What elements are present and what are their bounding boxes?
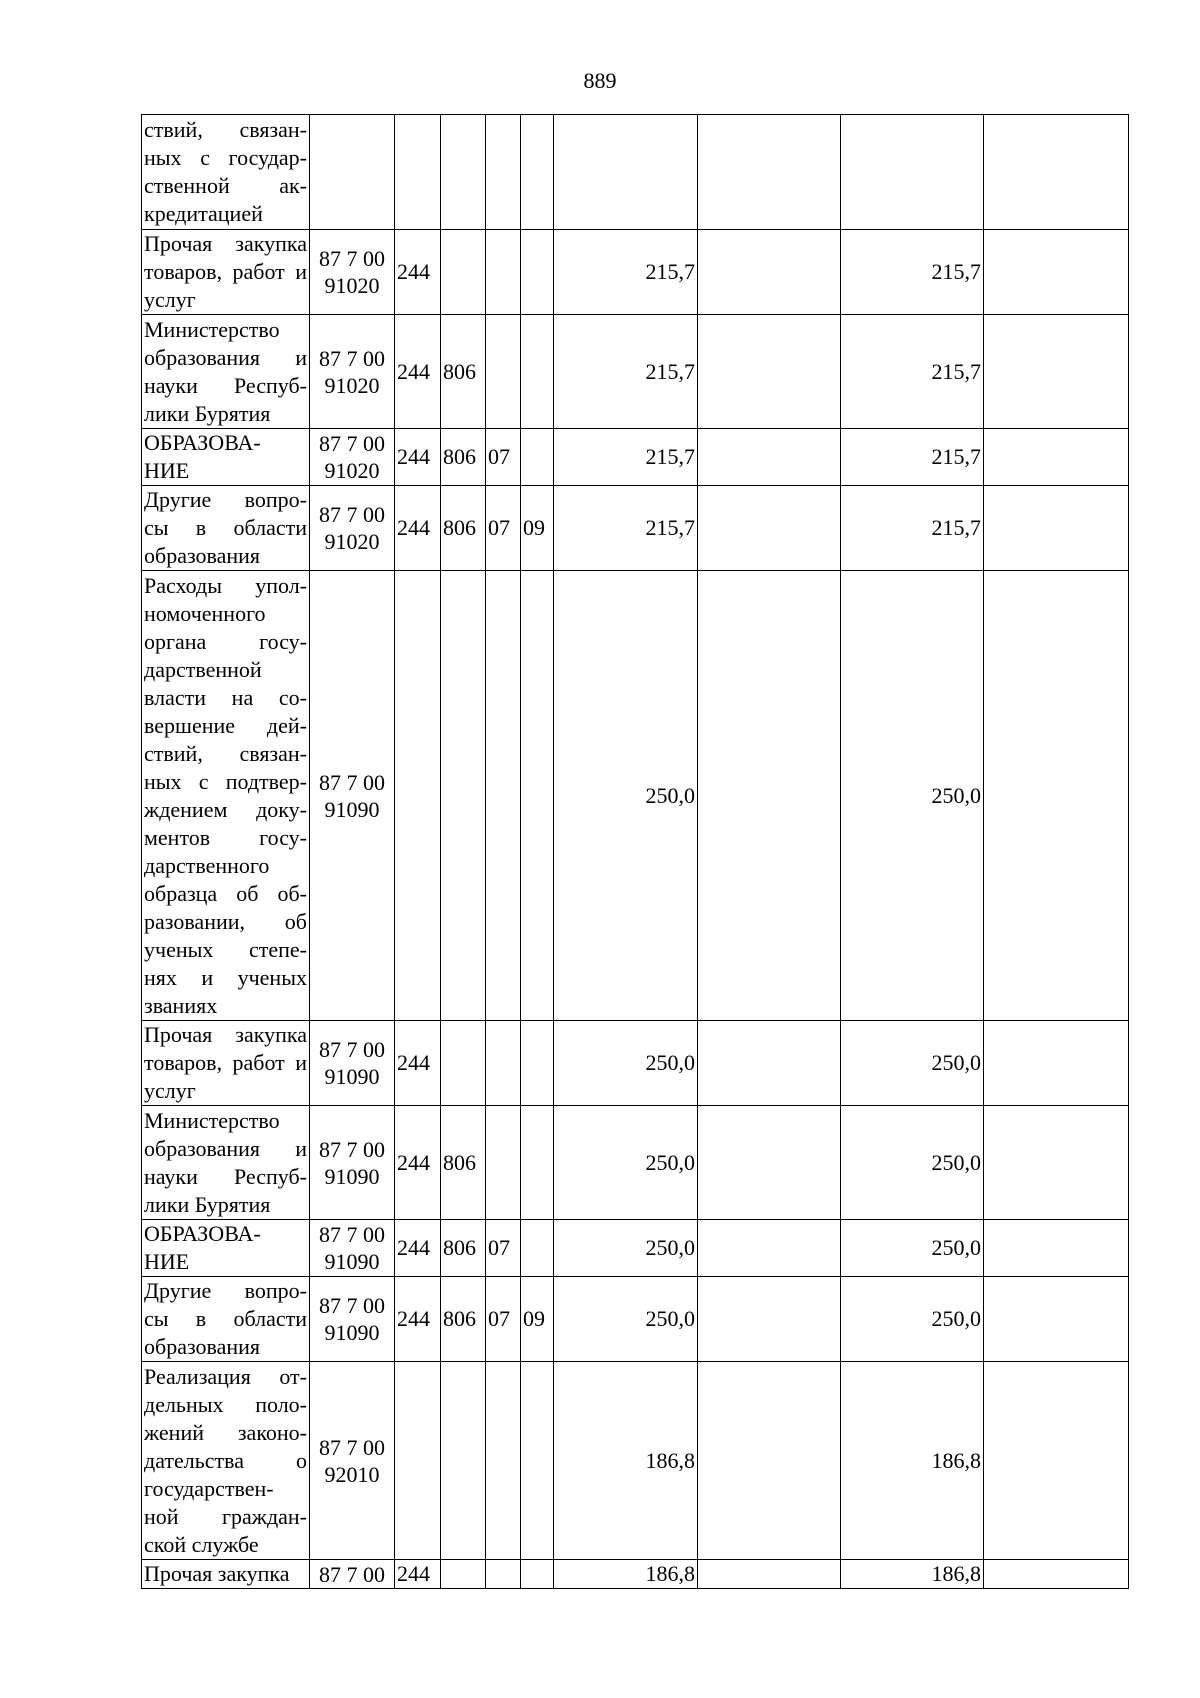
amount-cell-3: 215,7: [841, 230, 984, 315]
amount-cell-2: [698, 1220, 841, 1277]
table-body: [142, 115, 1129, 1589]
section-cell: [486, 571, 521, 1021]
table-row: [142, 115, 1129, 230]
table-row: [142, 1362, 1129, 1560]
subsection-cell: 09: [521, 1277, 554, 1362]
amount-cell-2: [698, 230, 841, 315]
amount-cell-3: 215,7: [841, 429, 984, 486]
subsection-cell: [521, 230, 554, 315]
administrator-cell: [441, 115, 486, 230]
name-cell: Другие вопро- сы в области образования: [142, 486, 310, 571]
name-cell: Расходы упол- номоченного органа госу- дарственной власти на со- вершение дей- ствий, связан- ных с подтвер- ждением доку- ментов госу- дарственного образца об об- разовании, об ученых степе- нях и ученых званиях: [142, 571, 310, 1021]
table-row: [142, 315, 1129, 429]
expense-type-cell: 244: [395, 486, 441, 571]
subsection-cell: [521, 1560, 554, 1589]
expense-type-cell: 244: [395, 1560, 441, 1589]
table-row: [142, 1106, 1129, 1220]
amount-cell-4: [984, 486, 1129, 571]
amount-cell-4: [984, 115, 1129, 230]
name-cell: Прочая закупка товаров, работ и услуг: [142, 1021, 310, 1106]
expense-type-cell: 244: [395, 1021, 441, 1106]
amount-cell-1: [554, 115, 698, 230]
section-cell: 07: [486, 429, 521, 486]
target-article-cell: 87 7 00 91090: [310, 1220, 395, 1277]
amount-cell-4: [984, 1560, 1129, 1589]
subsection-cell: [521, 115, 554, 230]
amount-cell-1: 215,7: [554, 315, 698, 429]
amount-cell-4: [984, 1021, 1129, 1106]
amount-cell-1: 250,0: [554, 1220, 698, 1277]
budget-table: [141, 114, 1129, 1589]
table-row: [142, 1560, 1129, 1589]
amount-cell-3: 250,0: [841, 1106, 984, 1220]
amount-cell-3: 250,0: [841, 1277, 984, 1362]
amount-cell-2: [698, 1362, 841, 1560]
table-row: [142, 1220, 1129, 1277]
amount-cell-4: [984, 571, 1129, 1021]
target-article-cell: 87 7 00 91020: [310, 486, 395, 571]
amount-cell-3: 215,7: [841, 315, 984, 429]
subsection-cell: [521, 1106, 554, 1220]
subsection-cell: [521, 429, 554, 486]
table-row: [142, 486, 1129, 571]
amount-cell-3: 215,7: [841, 486, 984, 571]
name-cell: ОБРАЗОВА- НИЕ: [142, 1220, 310, 1277]
target-article-cell: 87 7 00 91090: [310, 1021, 395, 1106]
expense-type-cell: 244: [395, 315, 441, 429]
section-cell: [486, 230, 521, 315]
table-row: [142, 429, 1129, 486]
subsection-cell: [521, 571, 554, 1021]
table-row: [142, 1021, 1129, 1106]
amount-cell-4: [984, 230, 1129, 315]
amount-cell-1: 186,8: [554, 1560, 698, 1589]
amount-cell-2: [698, 315, 841, 429]
amount-cell-2: [698, 429, 841, 486]
administrator-cell: [441, 571, 486, 1021]
amount-cell-3: [841, 115, 984, 230]
expense-type-cell: 244: [395, 1277, 441, 1362]
target-article-cell: 87 7 00 91020: [310, 230, 395, 315]
target-article-cell: 87 7 00 92010: [310, 1362, 395, 1560]
name-cell: Министерство образования и науки Респуб- лики Бурятия: [142, 315, 310, 429]
amount-cell-1: 250,0: [554, 1106, 698, 1220]
administrator-cell: 806: [441, 1220, 486, 1277]
section-cell: 07: [486, 1220, 521, 1277]
amount-cell-2: [698, 1560, 841, 1589]
administrator-cell: 806: [441, 1106, 486, 1220]
section-cell: [486, 1560, 521, 1589]
name-cell: Прочая закупка: [142, 1560, 310, 1589]
section-cell: 07: [486, 486, 521, 571]
target-article-cell: 87 7 00 91090: [310, 1106, 395, 1220]
amount-cell-3: 250,0: [841, 1021, 984, 1106]
target-article-cell: 87 7 00 91020: [310, 315, 395, 429]
amount-cell-3: 250,0: [841, 1220, 984, 1277]
table-row: [142, 230, 1129, 315]
administrator-cell: 806: [441, 486, 486, 571]
expense-type-cell: 244: [395, 429, 441, 486]
amount-cell-4: [984, 1277, 1129, 1362]
amount-cell-2: [698, 1106, 841, 1220]
amount-cell-3: 186,8: [841, 1362, 984, 1560]
administrator-cell: 806: [441, 315, 486, 429]
amount-cell-3: 250,0: [841, 571, 984, 1021]
administrator-cell: 806: [441, 429, 486, 486]
amount-cell-3: 186,8: [841, 1560, 984, 1589]
administrator-cell: [441, 1560, 486, 1589]
amount-cell-4: [984, 1362, 1129, 1560]
subsection-cell: [521, 1021, 554, 1106]
section-cell: [486, 1362, 521, 1560]
subsection-cell: [521, 315, 554, 429]
name-cell: ствий, связан- ных с государ- ственной ак- кредитацией: [142, 115, 310, 230]
expense-type-cell: 244: [395, 230, 441, 315]
section-cell: [486, 1106, 521, 1220]
name-cell: Министерство образования и науки Респуб- лики Бурятия: [142, 1106, 310, 1220]
amount-cell-1: 186,8: [554, 1362, 698, 1560]
amount-cell-2: [698, 486, 841, 571]
amount-cell-4: [984, 1220, 1129, 1277]
amount-cell-1: 215,7: [554, 486, 698, 571]
amount-cell-1: 215,7: [554, 429, 698, 486]
name-cell: Прочая закупка товаров, работ и услуг: [142, 230, 310, 315]
administrator-cell: [441, 1362, 486, 1560]
target-article-cell: 87 7 00 91020: [310, 429, 395, 486]
administrator-cell: 806: [441, 1277, 486, 1362]
section-cell: [486, 115, 521, 230]
expense-type-cell: [395, 1362, 441, 1560]
table-row: [142, 571, 1129, 1021]
expense-type-cell: [395, 115, 441, 230]
amount-cell-4: [984, 429, 1129, 486]
section-cell: [486, 315, 521, 429]
target-article-cell: [310, 115, 395, 230]
table-row: [142, 1277, 1129, 1362]
expense-type-cell: 244: [395, 1220, 441, 1277]
amount-cell-2: [698, 115, 841, 230]
name-cell: Реализация от- дельных поло- жений законо- дательства о государствен- ной граждан- ской службе: [142, 1362, 310, 1560]
name-cell: Другие вопро- сы в области образования: [142, 1277, 310, 1362]
target-article-cell: 87 7 00 91090: [310, 1277, 395, 1362]
name-cell: ОБРАЗОВА- НИЕ: [142, 429, 310, 486]
amount-cell-2: [698, 1021, 841, 1106]
administrator-cell: [441, 230, 486, 315]
subsection-cell: 09: [521, 486, 554, 571]
amount-cell-2: [698, 571, 841, 1021]
section-cell: [486, 1021, 521, 1106]
target-article-cell: 87 7 00: [310, 1560, 395, 1589]
amount-cell-1: 250,0: [554, 1021, 698, 1106]
target-article-cell: 87 7 00 91090: [310, 571, 395, 1021]
subsection-cell: [521, 1362, 554, 1560]
administrator-cell: [441, 1021, 486, 1106]
amount-cell-1: 250,0: [554, 1277, 698, 1362]
page-number: 889: [583, 68, 617, 93]
amount-cell-1: 250,0: [554, 571, 698, 1021]
section-cell: 07: [486, 1277, 521, 1362]
expense-type-cell: 244: [395, 1106, 441, 1220]
expense-type-cell: [395, 571, 441, 1021]
amount-cell-2: [698, 1277, 841, 1362]
amount-cell-1: 215,7: [554, 230, 698, 315]
subsection-cell: [521, 1220, 554, 1277]
amount-cell-4: [984, 1106, 1129, 1220]
amount-cell-4: [984, 315, 1129, 429]
